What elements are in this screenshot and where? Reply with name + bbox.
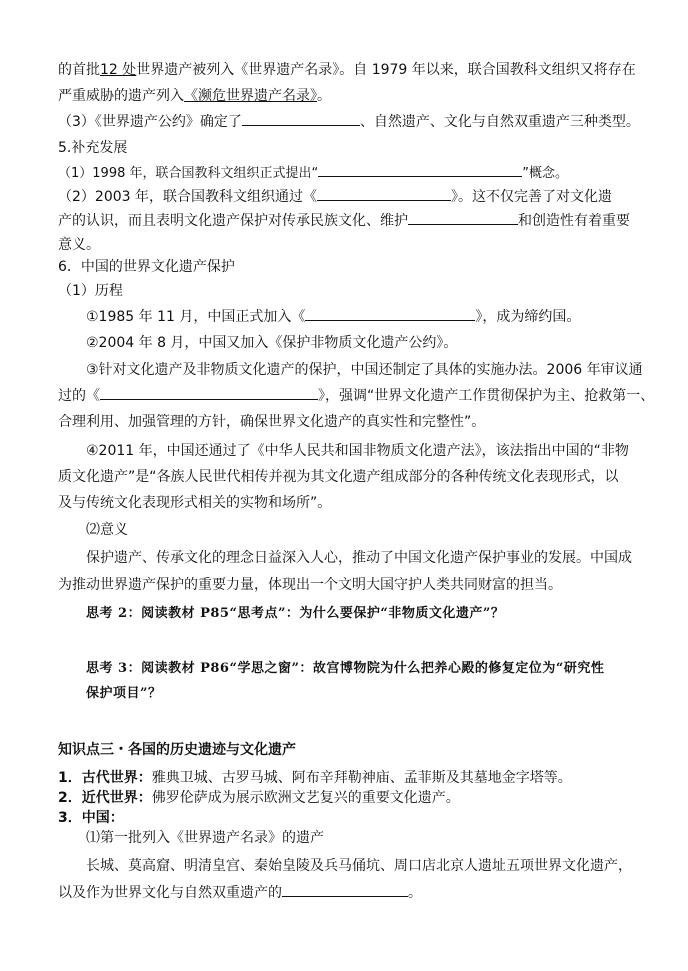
- item-ancient-world: [58, 768, 572, 788]
- text-segment: 严重威胁的遗产列入: [58, 88, 184, 104]
- text-line-5-4: 意义。: [58, 237, 100, 253]
- item-label: 1．古代世界：: [58, 770, 152, 786]
- china-sites-line-1: 长城、莫高窟、明清皇宫、秦始皇陵及兵马俑坑、周口店北京人遗址五项世界文化遗产，: [86, 858, 632, 874]
- subsection-6-2: ⑵意义: [86, 522, 128, 538]
- fill-blank[interactable]: [282, 883, 408, 897]
- text-line-3: [58, 112, 640, 132]
- underlined-count: 12 处: [100, 62, 137, 78]
- fill-blank[interactable]: [100, 386, 318, 400]
- section-5-heading: 5.补充发展: [58, 140, 128, 156]
- text-line-2: [58, 86, 331, 106]
- item-label: 2．近代世界：: [58, 790, 152, 806]
- text-segment: 。: [317, 88, 331, 104]
- fill-blank[interactable]: [317, 187, 451, 201]
- text-segment: 》，成为缔约国。: [475, 309, 581, 325]
- text-segment: 、自然遗产、文化与自然双重遗产三种类型。: [359, 114, 640, 130]
- section-6-heading: 6．中国的世界文化遗产保护: [58, 259, 235, 275]
- text-line-p3b: [58, 386, 654, 406]
- think-question-3a: 思考 3：阅读教材 P86“学思之窗”：故宫博物院为什么把养心殿的修复定位为“研究性: [86, 661, 605, 676]
- endangered-list-title: 《濒危世界遗产名录》: [184, 88, 317, 104]
- fill-blank[interactable]: [318, 163, 522, 177]
- china-sites-line-2: [58, 883, 422, 903]
- subsection-6-1: （1）历程: [58, 283, 123, 299]
- text-line-p4b: 质文化遗产”是“各族人民世代相传并视为其文化遗产组成部分的各种传统文化表现形式，以: [58, 469, 619, 485]
- text-line-m1: 保护遗产、传承文化的理念日益深入人心，推动了中国文化遗产保护事业的发展。中国成: [86, 550, 632, 566]
- text-segment: 世界遗产被列入《世界遗产名录》。自 1979 年以来，联合国教科文组织又将存在: [136, 62, 636, 78]
- fill-blank[interactable]: [408, 211, 518, 225]
- text-segment: ①1985 年 11 月，中国正式加入《: [86, 309, 306, 325]
- item-label: 3．中国：: [58, 810, 124, 826]
- item-china: [58, 808, 124, 828]
- text-line-p1: [86, 307, 580, 327]
- text-line-m2: 为推动世界遗产保护的重要力量，体现出一个文明大国守护人类共同财富的担当。: [58, 577, 562, 593]
- text-line-5-2: [58, 187, 612, 207]
- text-segment: 以及作为世界文化与自然双重遗产的: [58, 885, 282, 901]
- think-question-3b: 保护项目”？: [86, 686, 162, 701]
- text-line-5-1: [58, 163, 568, 184]
- text-segment: 》，强调“世界文化遗产工作贯彻保护为主、抢救第一、: [318, 388, 655, 404]
- text-line-p3c: 合理利用、加强管理的方针，确保世界文化遗产的真实性和完整性”。: [58, 414, 486, 430]
- text-segment: （1）1998 年，联合国教科文组织正式提出“: [58, 166, 319, 181]
- text-segment: 。: [408, 885, 422, 901]
- text-line-1: [58, 60, 636, 80]
- fill-blank[interactable]: [242, 112, 360, 126]
- text-segment: ”概念。: [522, 166, 568, 181]
- text-line-p4c: 及与传统文化表现形式相关的实物和场所”。: [58, 495, 332, 511]
- china-sub-1: ⑴第一批列入《世界遗产名录》的遗产: [86, 830, 324, 846]
- text-line-p4a: ④2011 年，中国还通过了《中华人民共和国非物质文化遗产法》，该法指出中国的“非物: [86, 443, 629, 459]
- item-text: 雅典卫城、古罗马城、阿布辛拜勒神庙、孟菲斯及其墓地金字塔等。: [151, 770, 572, 786]
- knowledge-point-3-heading: 知识点三・各国的历史遗迹与文化遗产: [58, 742, 296, 758]
- text-line-p3a: ③针对文化遗产及非物质文化遗产的保护，中国还制定了具体的实施办法。2006 年审议通: [86, 362, 643, 378]
- text-segment: （3）《世界遗产公约》确定了: [58, 114, 242, 130]
- text-segment: （2）2003 年，联合国教科文组织通过《: [58, 189, 317, 205]
- think-question-2: 思考 2：阅读教材 P85“思考点”：为什么要保护“非物质文化遗产”？: [86, 606, 505, 621]
- fill-blank[interactable]: [305, 307, 475, 321]
- text-line-p2: ②2004 年 8 月，中国又加入《保护非物质文化遗产公约》。: [86, 335, 458, 351]
- text-segment: 产的认识，而且表明文化遗产保护对传承民族文化、维护: [58, 213, 408, 229]
- text-segment: 和创造性有着重要: [518, 213, 630, 229]
- item-text: 佛罗伦萨成为展示欧洲文艺复兴的重要文化遗产。: [151, 790, 460, 806]
- item-modern-world: [58, 788, 460, 808]
- text-segment: 》。这不仅完善了对文化遗: [451, 189, 612, 205]
- text-segment: 过的《: [58, 388, 100, 404]
- text-line-5-3: [58, 211, 630, 231]
- text-segment: 的首批: [58, 62, 100, 78]
